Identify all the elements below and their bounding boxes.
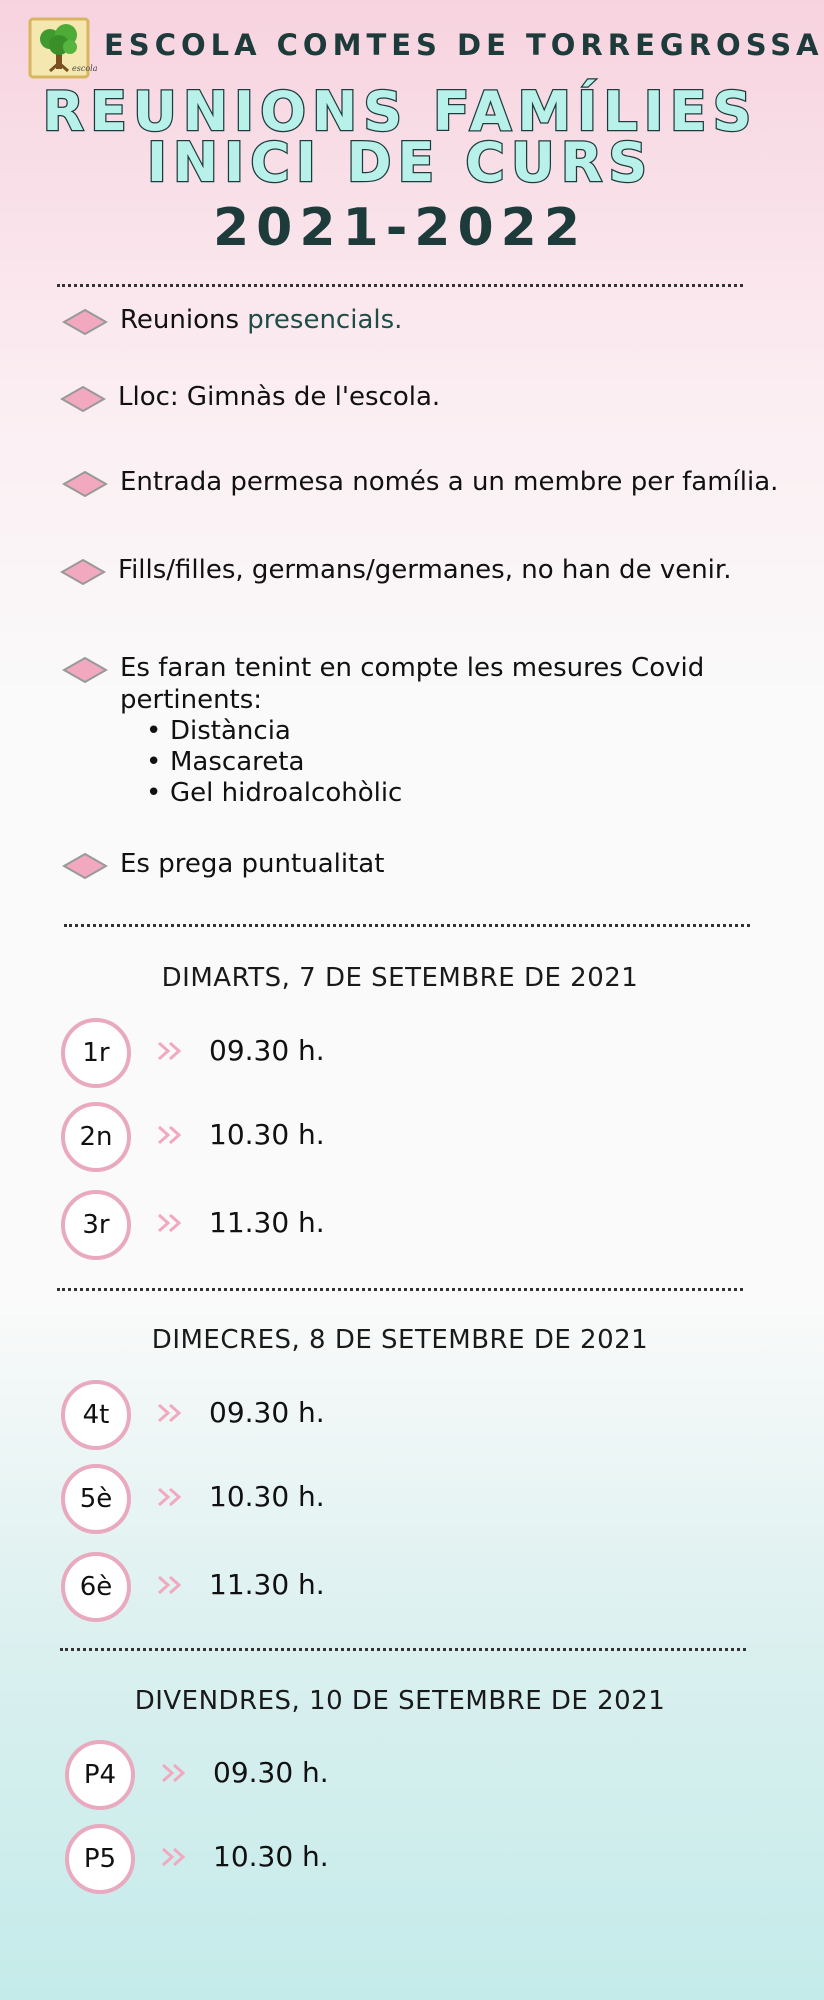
info-item-format: [120, 305, 402, 335]
group-badge: 4t: [61, 1380, 131, 1450]
double-chevron-right-icon: [155, 1040, 185, 1062]
group-badge: 6è: [61, 1552, 131, 1622]
double-chevron-right-icon: [159, 1846, 189, 1868]
pink-diamond-icon: [62, 852, 108, 880]
day-heading: DIMECRES, 8 DE SETEMBRE DE 2021: [151, 1325, 649, 1355]
meeting-time: 09.30 h.: [213, 1756, 329, 1789]
page-title-line-2: INICI DE CURS: [146, 131, 654, 194]
group-badge: 1r: [61, 1018, 131, 1088]
meeting-time: 10.30 h.: [209, 1480, 325, 1513]
school-year: 2021-2022: [212, 198, 588, 258]
divider: [64, 924, 750, 927]
page-title-line-1: REUNIONS FAMÍLIES: [42, 80, 758, 143]
meeting-time: 11.30 h.: [209, 1568, 325, 1601]
bullet-item: • Gel hidroalcohòlic: [146, 778, 402, 808]
meeting-time: 10.30 h.: [213, 1840, 329, 1873]
tree-logo-icon: [26, 15, 98, 81]
info-item-format-prefix: Reunions: [120, 305, 248, 335]
divider: [57, 284, 743, 287]
double-chevron-right-icon: [155, 1212, 185, 1234]
double-chevron-right-icon: [155, 1402, 185, 1424]
bullet-item: • Distància: [146, 716, 291, 746]
info-item-format-accent: presencials.: [247, 305, 403, 335]
double-chevron-right-icon: [159, 1762, 189, 1784]
school-name: ESCOLA COMTES DE TORREGROSSA: [104, 28, 824, 62]
meeting-time: 09.30 h.: [209, 1034, 325, 1067]
double-chevron-right-icon: [155, 1574, 185, 1596]
pink-diamond-icon: [62, 470, 108, 498]
day-heading: DIMARTS, 7 DE SETEMBRE DE 2021: [161, 963, 639, 993]
pink-diamond-icon: [62, 656, 108, 684]
info-item-covid-line-1: Es faran tenint en compte les mesures Covid: [120, 653, 705, 683]
group-badge: 3r: [61, 1190, 131, 1260]
pink-diamond-icon: [60, 385, 106, 413]
double-chevron-right-icon: [155, 1124, 185, 1146]
day-heading: DIVENDRES, 10 DE SETEMBRE DE 2021: [134, 1686, 666, 1716]
meeting-time: 11.30 h.: [209, 1206, 325, 1239]
meeting-time: 09.30 h.: [209, 1396, 325, 1429]
group-badge: P4: [65, 1740, 135, 1810]
info-item-covid-line-2: pertinents:: [120, 685, 263, 715]
info-item-children: Fills/filles, germans/germanes, no han de venir.: [118, 555, 732, 585]
info-item-entry: Entrada permesa només a un membre per família.: [120, 467, 779, 497]
group-badge: 2n: [61, 1102, 131, 1172]
pink-diamond-icon: [62, 308, 108, 336]
divider: [60, 1648, 746, 1651]
info-item-location: Lloc: Gimnàs de l'escola.: [118, 382, 441, 412]
logo-text: escola: [72, 64, 98, 73]
info-item-punctuality: Es prega puntualitat: [120, 849, 385, 879]
pink-diamond-icon: [60, 558, 106, 586]
double-chevron-right-icon: [155, 1486, 185, 1508]
bullet-item: • Mascareta: [146, 747, 304, 777]
divider: [57, 1288, 743, 1291]
group-badge: P5: [65, 1824, 135, 1894]
group-badge: 5è: [61, 1464, 131, 1534]
meeting-time: 10.30 h.: [209, 1118, 325, 1151]
